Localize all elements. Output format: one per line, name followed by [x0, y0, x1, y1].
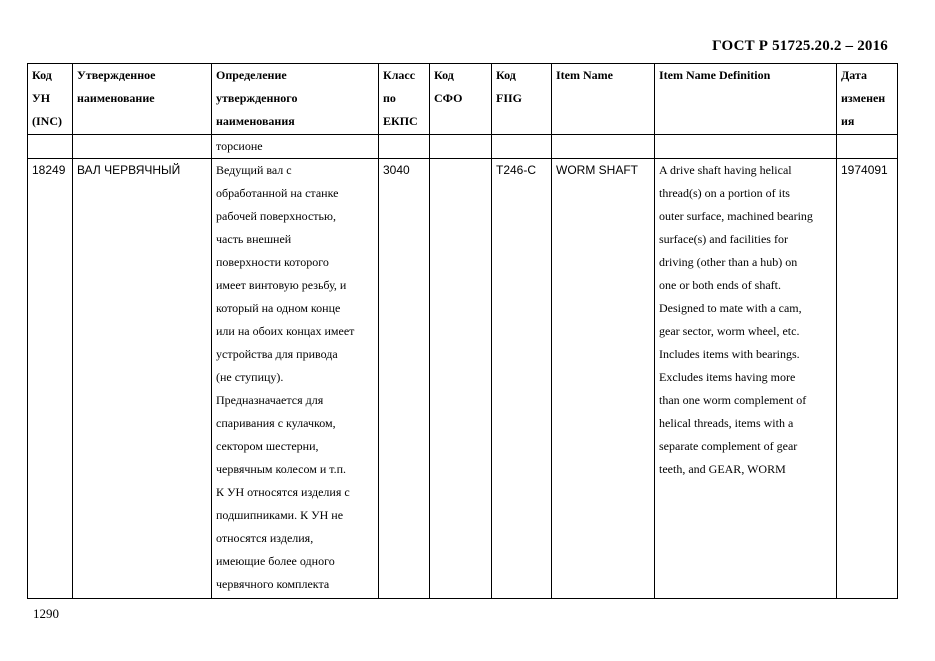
cell-fiig-code: T246-C	[492, 159, 552, 599]
page-number: 1290	[33, 606, 59, 621]
cell-item-name: WORM SHAFT	[552, 159, 655, 599]
table-row	[28, 159, 898, 599]
cont-inc	[28, 135, 73, 159]
cont-item-def	[655, 135, 837, 159]
cell-definition: Ведущий вал с обработанной на станке рабочей поверхностью, часть внешней поверхности которого имеет винтовую резьбу, и который на одном конце или на обоих концах имеет устройства для привода (не ступицу). Предназначается для спаривания с кулачком, сектором шестерни, червячным колесом и т.п. К УН относятся изделия с подшипниками. К УН не относятся изделия, имеющие более одного червячного комплекта	[212, 159, 379, 599]
cont-date	[837, 135, 898, 159]
cell-approved-name: ВАЛ ЧЕРВЯЧНЫЙ	[73, 159, 212, 599]
cell-inc: 18249	[28, 159, 73, 599]
cont-ekps	[379, 135, 430, 159]
header-definition: Определение утвержденного наименования	[212, 64, 379, 135]
table-header-row	[28, 64, 898, 135]
cell-item-name-definition: A drive shaft having helical thread(s) on a portion of its outer surface, machined bearing surface(s) and facilities for driving (other than a hub) on one or both ends of shaft. Designed to mate with a cam, gear sector, worm wheel, etc. Includes items with bearings. Excludes items having more than one worm complement of helical threads, items with a separate complement of gear teeth, and GEAR, WORM	[655, 159, 837, 599]
header-item-name: Item Name	[552, 64, 655, 135]
nomenclature-table	[27, 63, 898, 599]
header-sfo-code: Код СФО	[430, 64, 492, 135]
header-approved-name: Утвержденное наименование	[73, 64, 212, 135]
cell-ekps-class: 3040	[379, 159, 430, 599]
cell-sfo-code	[430, 159, 492, 599]
continuation-row	[28, 135, 898, 159]
header-item-name-definition: Item Name Definition	[655, 64, 837, 135]
document-title: ГОСТ Р 51725.20.2 – 2016	[712, 38, 888, 54]
header-change-date: Дата изменен ия	[837, 64, 898, 135]
cont-approved-name	[73, 135, 212, 159]
cont-sfo	[430, 135, 492, 159]
cont-definition: торсионе	[212, 135, 379, 159]
header-inc: Код УН (INC)	[28, 64, 73, 135]
cont-fiig	[492, 135, 552, 159]
header-fiig-code: Код FIIG	[492, 64, 552, 135]
cell-change-date: 1974091	[837, 159, 898, 599]
header-ekps-class: Класс по ЕКПС	[379, 64, 430, 135]
cont-item-name	[552, 135, 655, 159]
